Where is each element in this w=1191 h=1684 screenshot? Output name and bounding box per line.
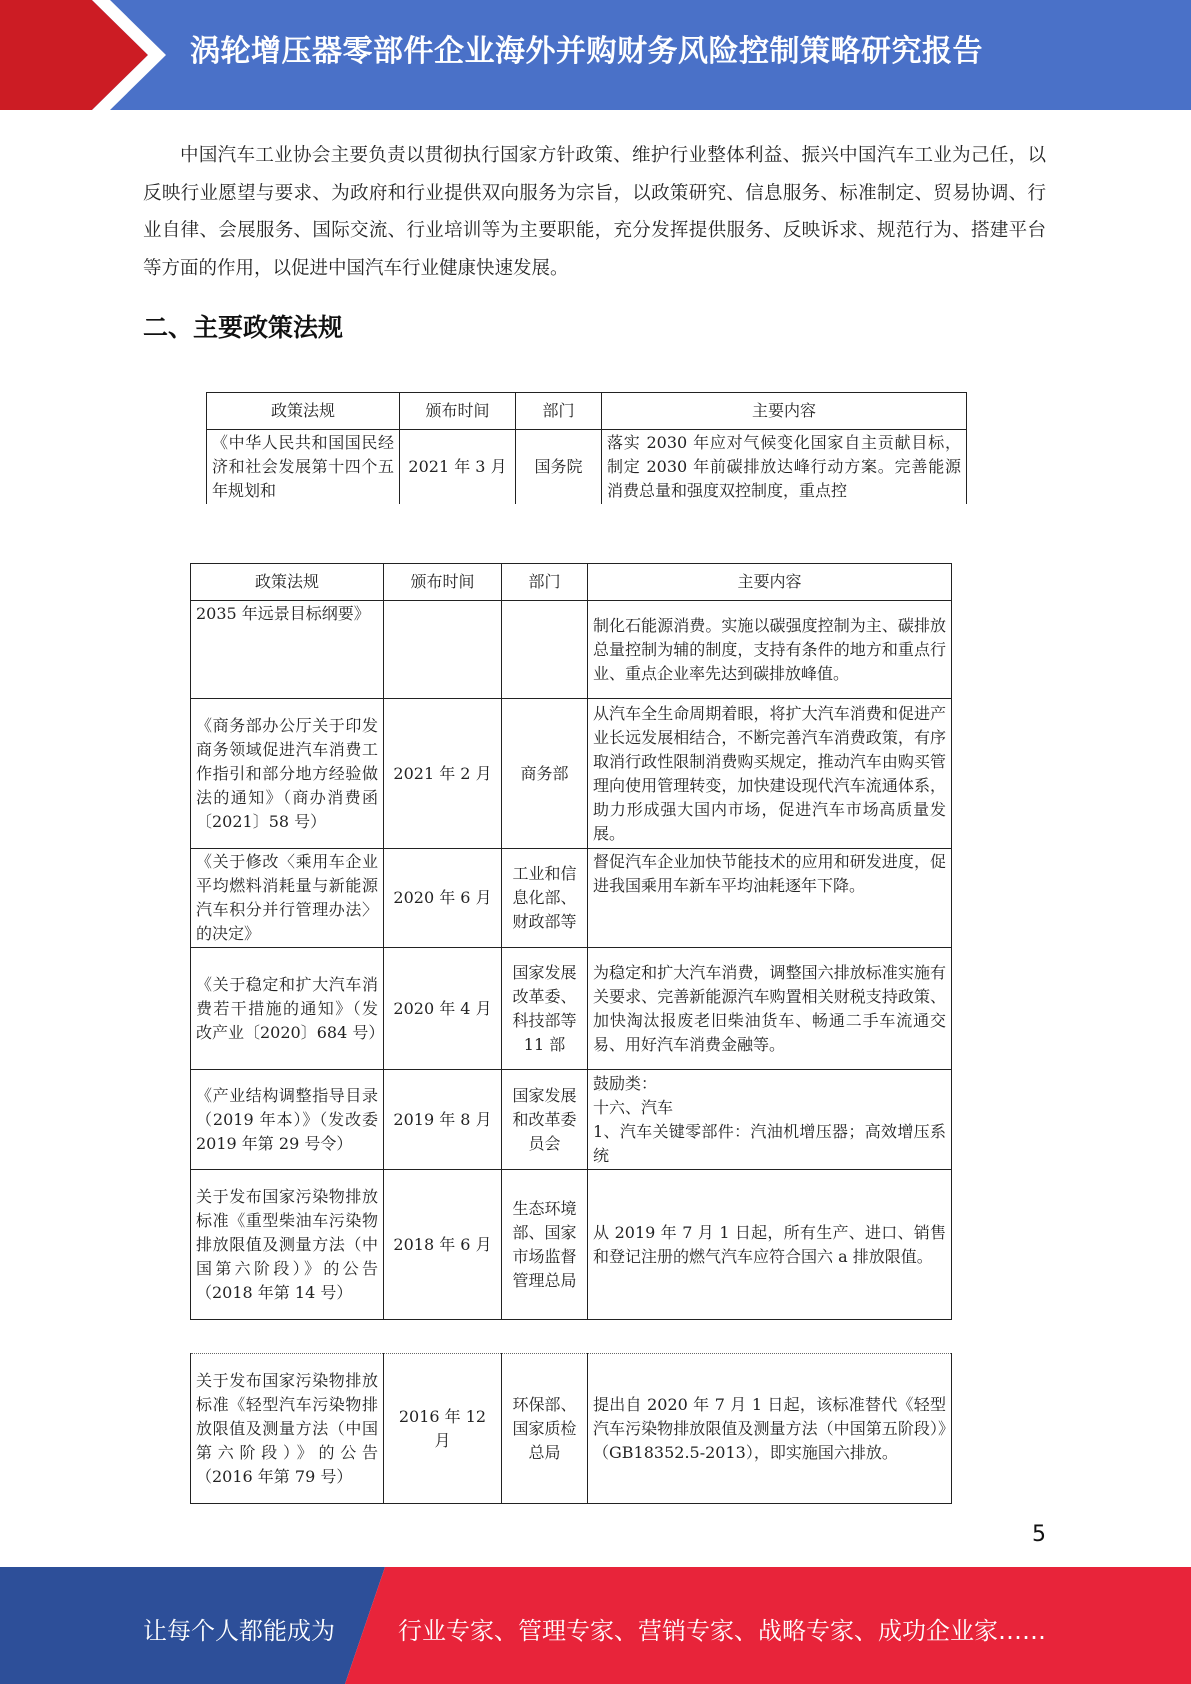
policy-table-2 [190,563,952,1320]
table-row [191,849,952,948]
content-cell: 提出自 2020 年 7 月 1 日起，该标准替代《轻型汽车污染物排放限值及测量方法（中国第五阶段）》（GB18352.5-2013），即实施国六排放。 [588,1354,952,1504]
content-cell: 落实 2030 年应对气候变化国家自主贡献目标，制定 2030 年前碳排放达峰行动方案。完善能源消费总量和强度双控制度，重点控 [602,430,967,505]
header-banner [0,0,1191,110]
footer-slogan-right: 行业专家、管理专家、营销专家、战略专家、成功企业家…… [398,1617,1046,1645]
dept-cell: 国家发展和改革委员会 [502,1070,588,1170]
content-cell: 鼓励类： 十六、汽车 1、汽车关键零部件：汽油机增压器；高效增压系统 [588,1070,952,1170]
header-content: 主要内容 [602,393,967,430]
dept-cell: 国务院 [516,430,602,505]
header-policy: 政策法规 [191,564,384,601]
table-row [191,1170,952,1320]
table-header-row [191,564,952,601]
date-cell: 2021 年 2 月 [384,699,502,849]
policy-table-1 [206,392,967,504]
table-row [191,1070,952,1170]
content-cell: 从 2019 年 7 月 1 日起，所有生产、进口、销售和登记注册的燃气汽车应符合国六 a 排放限值。 [588,1170,952,1320]
policy-name-cell: 关于发布国家污染物排放标准《重型柴油车污染物排放限值及测量方法（中国第六阶段）》的公告（2018 年第 14 号） [191,1170,384,1320]
dept-cell: 生态环境部、国家市场监督管理总局 [502,1170,588,1320]
policy-table-3 [190,1353,952,1504]
date-cell: 2019 年 8 月 [384,1070,502,1170]
table-row [191,601,952,699]
header-date: 颁布时间 [384,564,502,601]
footer-banner [0,1567,1191,1684]
dept-cell: 国家发展改革委、科技部等 11 部 [502,948,588,1070]
date-cell: 2016 年 12 月 [384,1354,502,1504]
date-cell: 2021 年 3 月 [400,430,516,505]
page-number: 5 [1032,1522,1046,1547]
policy-name-cell: 关于发布国家污染物排放标准《轻型汽车污染物排放限值及测量方法（中国第六阶段）》的公告（2016 年第 79 号） [191,1354,384,1504]
policy-table-1-clip [206,392,968,504]
intro-paragraph: 中国汽车工业协会主要负责以贯彻执行国家方针政策、维护行业整体利益、振兴中国汽车工业为己任，以反映行业愿望与要求、为政府和行业提供双向服务为宗旨，以政策研究、信息服务、标准制定、贸易协调、行业自律、会展服务、国际交流、行业培训等为主要职能，充分发挥提供服务、反映诉求、规范行为、搭建平台等方面的作用，以促进中国汽车行业健康快速发展。 [143,145,1046,279]
table-row [191,699,952,849]
dept-cell [502,601,588,699]
content-cell: 制化石能源消费。实施以碳强度控制为主、碳排放总量控制为辅的制度，支持有条件的地方和重点行业、重点企业率先达到碳排放峰值。 [588,601,952,699]
dept-cell: 工业和信息化部、财政部等 [502,849,588,948]
table-row [191,948,952,1070]
header-policy: 政策法规 [207,393,400,430]
header-content: 主要内容 [588,564,952,601]
dept-cell: 环保部、国家质检总局 [502,1354,588,1504]
section-heading: 二、主要政策法规 [143,313,344,342]
header-date: 颁布时间 [400,393,516,430]
dept-cell: 商务部 [502,699,588,849]
table-row [191,1354,952,1504]
table-header-row [207,393,967,430]
footer-slogan-left: 让每个人都能成为 [143,1617,335,1645]
policy-name-cell: 《中华人民共和国国民经济和社会发展第十四个五年规划和 [207,430,400,505]
header-dept: 部门 [502,564,588,601]
table-row [207,430,967,505]
date-cell: 2020 年 4 月 [384,948,502,1070]
content-cell: 为稳定和扩大汽车消费，调整国六排放标准实施有关要求、完善新能源汽车购置相关财税支持政策、加快淘汰报废老旧柴油货车、畅通二手车流通交易、用好汽车消费金融等。 [588,948,952,1070]
report-title: 涡轮增压器零部件企业海外并购财务风险控制策略研究报告 [190,34,983,69]
date-cell: 2018 年 6 月 [384,1170,502,1320]
content-cell: 从汽车全生命周期着眼，将扩大汽车消费和促进产业长远发展相结合，不断完善汽车消费政策，有序取消行政性限制消费购买规定，推动汽车由购买管理向使用管理转变，加快建设现代汽车流通体系，助力形成强大国内市场，促进汽车市场高质量发展。 [588,699,952,849]
policy-name-cell: 2035 年远景目标纲要》 [191,601,384,699]
header-dept: 部门 [516,393,602,430]
content-cell: 督促汽车企业加快节能技术的应用和研发进度，促进我国乘用车新车平均油耗逐年下降。 [588,849,952,948]
policy-name-cell: 《关于修改〈乘用车企业平均燃料消耗量与新能源汽车积分并行管理办法〉的决定》 [191,849,384,948]
policy-name-cell: 《产业结构调整指导目录（2019 年本）》（发改委 2019 年第 29 号令） [191,1070,384,1170]
policy-name-cell: 《商务部办公厅关于印发商务领域促进汽车消费工作指引和部分地方经验做法的通知》（商办消费函〔2021〕58 号） [191,699,384,849]
date-cell [384,601,502,699]
policy-name-cell: 《关于稳定和扩大汽车消费若干措施的通知》（发改产业〔2020〕684 号） [191,948,384,1070]
date-cell: 2020 年 6 月 [384,849,502,948]
